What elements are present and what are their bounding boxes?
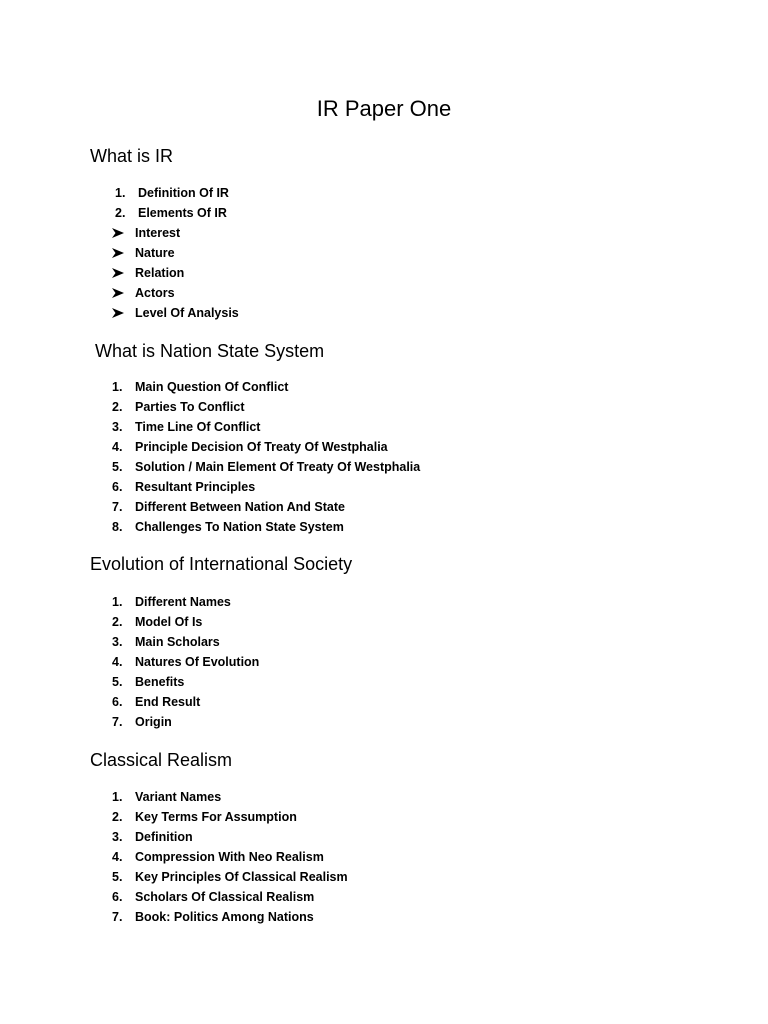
list-item-text: Scholars Of Classical Realism <box>135 890 315 904</box>
list-number: 6. <box>112 890 123 904</box>
list-item-text: End Result <box>135 695 201 709</box>
list-number: 8. <box>112 520 123 534</box>
arrow-bullet-icon <box>112 288 124 298</box>
list-number: 1. <box>112 790 123 804</box>
list-number: 4. <box>112 655 123 669</box>
list-item-text: Different Names <box>135 595 231 609</box>
list-item-text: Actors <box>135 286 175 300</box>
list-item-text: Compression With Neo Realism <box>135 850 324 864</box>
list-number: 2. <box>112 400 123 414</box>
document-title: IR Paper One <box>316 96 452 121</box>
list-number: 2. <box>115 206 126 220</box>
list-item-text: Origin <box>135 715 172 729</box>
list-item-text: Solution / Main Element Of Treaty Of Westphalia <box>135 460 421 474</box>
list-item-text: Parties To Conflict <box>135 400 245 414</box>
arrow-bullet-icon <box>112 248 124 258</box>
list-item-text: Level Of Analysis <box>135 306 239 320</box>
list-item-text: Different Between Nation And State <box>135 500 345 514</box>
list-number: 5. <box>112 675 123 689</box>
list-number: 7. <box>112 715 123 729</box>
list-item-text: Resultant Principles <box>135 480 256 494</box>
list-number: 5. <box>112 460 123 474</box>
list-item-text: Model Of Is <box>135 615 203 629</box>
list-item-text: Definition Of IR <box>138 186 229 200</box>
list-item-text: Principle Decision Of Treaty Of Westphalia <box>135 440 388 454</box>
list-number: 2. <box>112 615 123 629</box>
list-number: 7. <box>112 500 123 514</box>
section-heading-international-society: Evolution of International Society <box>90 554 353 574</box>
list-item-text: Interest <box>135 226 181 240</box>
list-item-text: Key Terms For Assumption <box>135 810 297 824</box>
section-heading-classical-realism: Classical Realism <box>90 750 233 770</box>
list-item-text: Main Question Of Conflict <box>135 380 289 394</box>
list-number: 6. <box>112 480 123 494</box>
list-item-text: Variant Names <box>135 790 222 804</box>
list-number: 5. <box>112 870 123 884</box>
list-item-text: Benefits <box>135 675 185 689</box>
list-number: 1. <box>115 186 126 200</box>
list-number: 6. <box>112 695 123 709</box>
arrow-bullet-icon <box>112 228 124 238</box>
arrow-bullet-icon <box>112 308 124 318</box>
section-heading-nation-state-system: What is Nation State System <box>95 341 325 361</box>
arrow-bullet-icon <box>112 268 124 278</box>
list-item-text: Main Scholars <box>135 635 220 649</box>
list-number: 2. <box>112 810 123 824</box>
list-number: 4. <box>112 440 123 454</box>
list-item-text: Natures Of Evolution <box>135 655 260 669</box>
list-number: 3. <box>112 635 123 649</box>
list-number: 1. <box>112 595 123 609</box>
list-number: 3. <box>112 830 123 844</box>
list-number: 7. <box>112 910 123 924</box>
list-item-text: Elements Of IR <box>138 206 227 220</box>
section-heading-what-is-ir: What is IR <box>90 146 174 166</box>
list-item-text: Definition <box>135 830 193 844</box>
list-number: 3. <box>112 420 123 434</box>
list-item-text: Relation <box>135 266 185 280</box>
list-item-text: Challenges To Nation State System <box>135 520 344 534</box>
list-number: 4. <box>112 850 123 864</box>
list-item-text: Book: Politics Among Nations <box>135 910 314 924</box>
list-item-text: Time Line Of Conflict <box>135 420 261 434</box>
list-item-text: Nature <box>135 246 175 260</box>
list-number: 1. <box>112 380 123 394</box>
list-item-text: Key Principles Of Classical Realism <box>135 870 348 884</box>
